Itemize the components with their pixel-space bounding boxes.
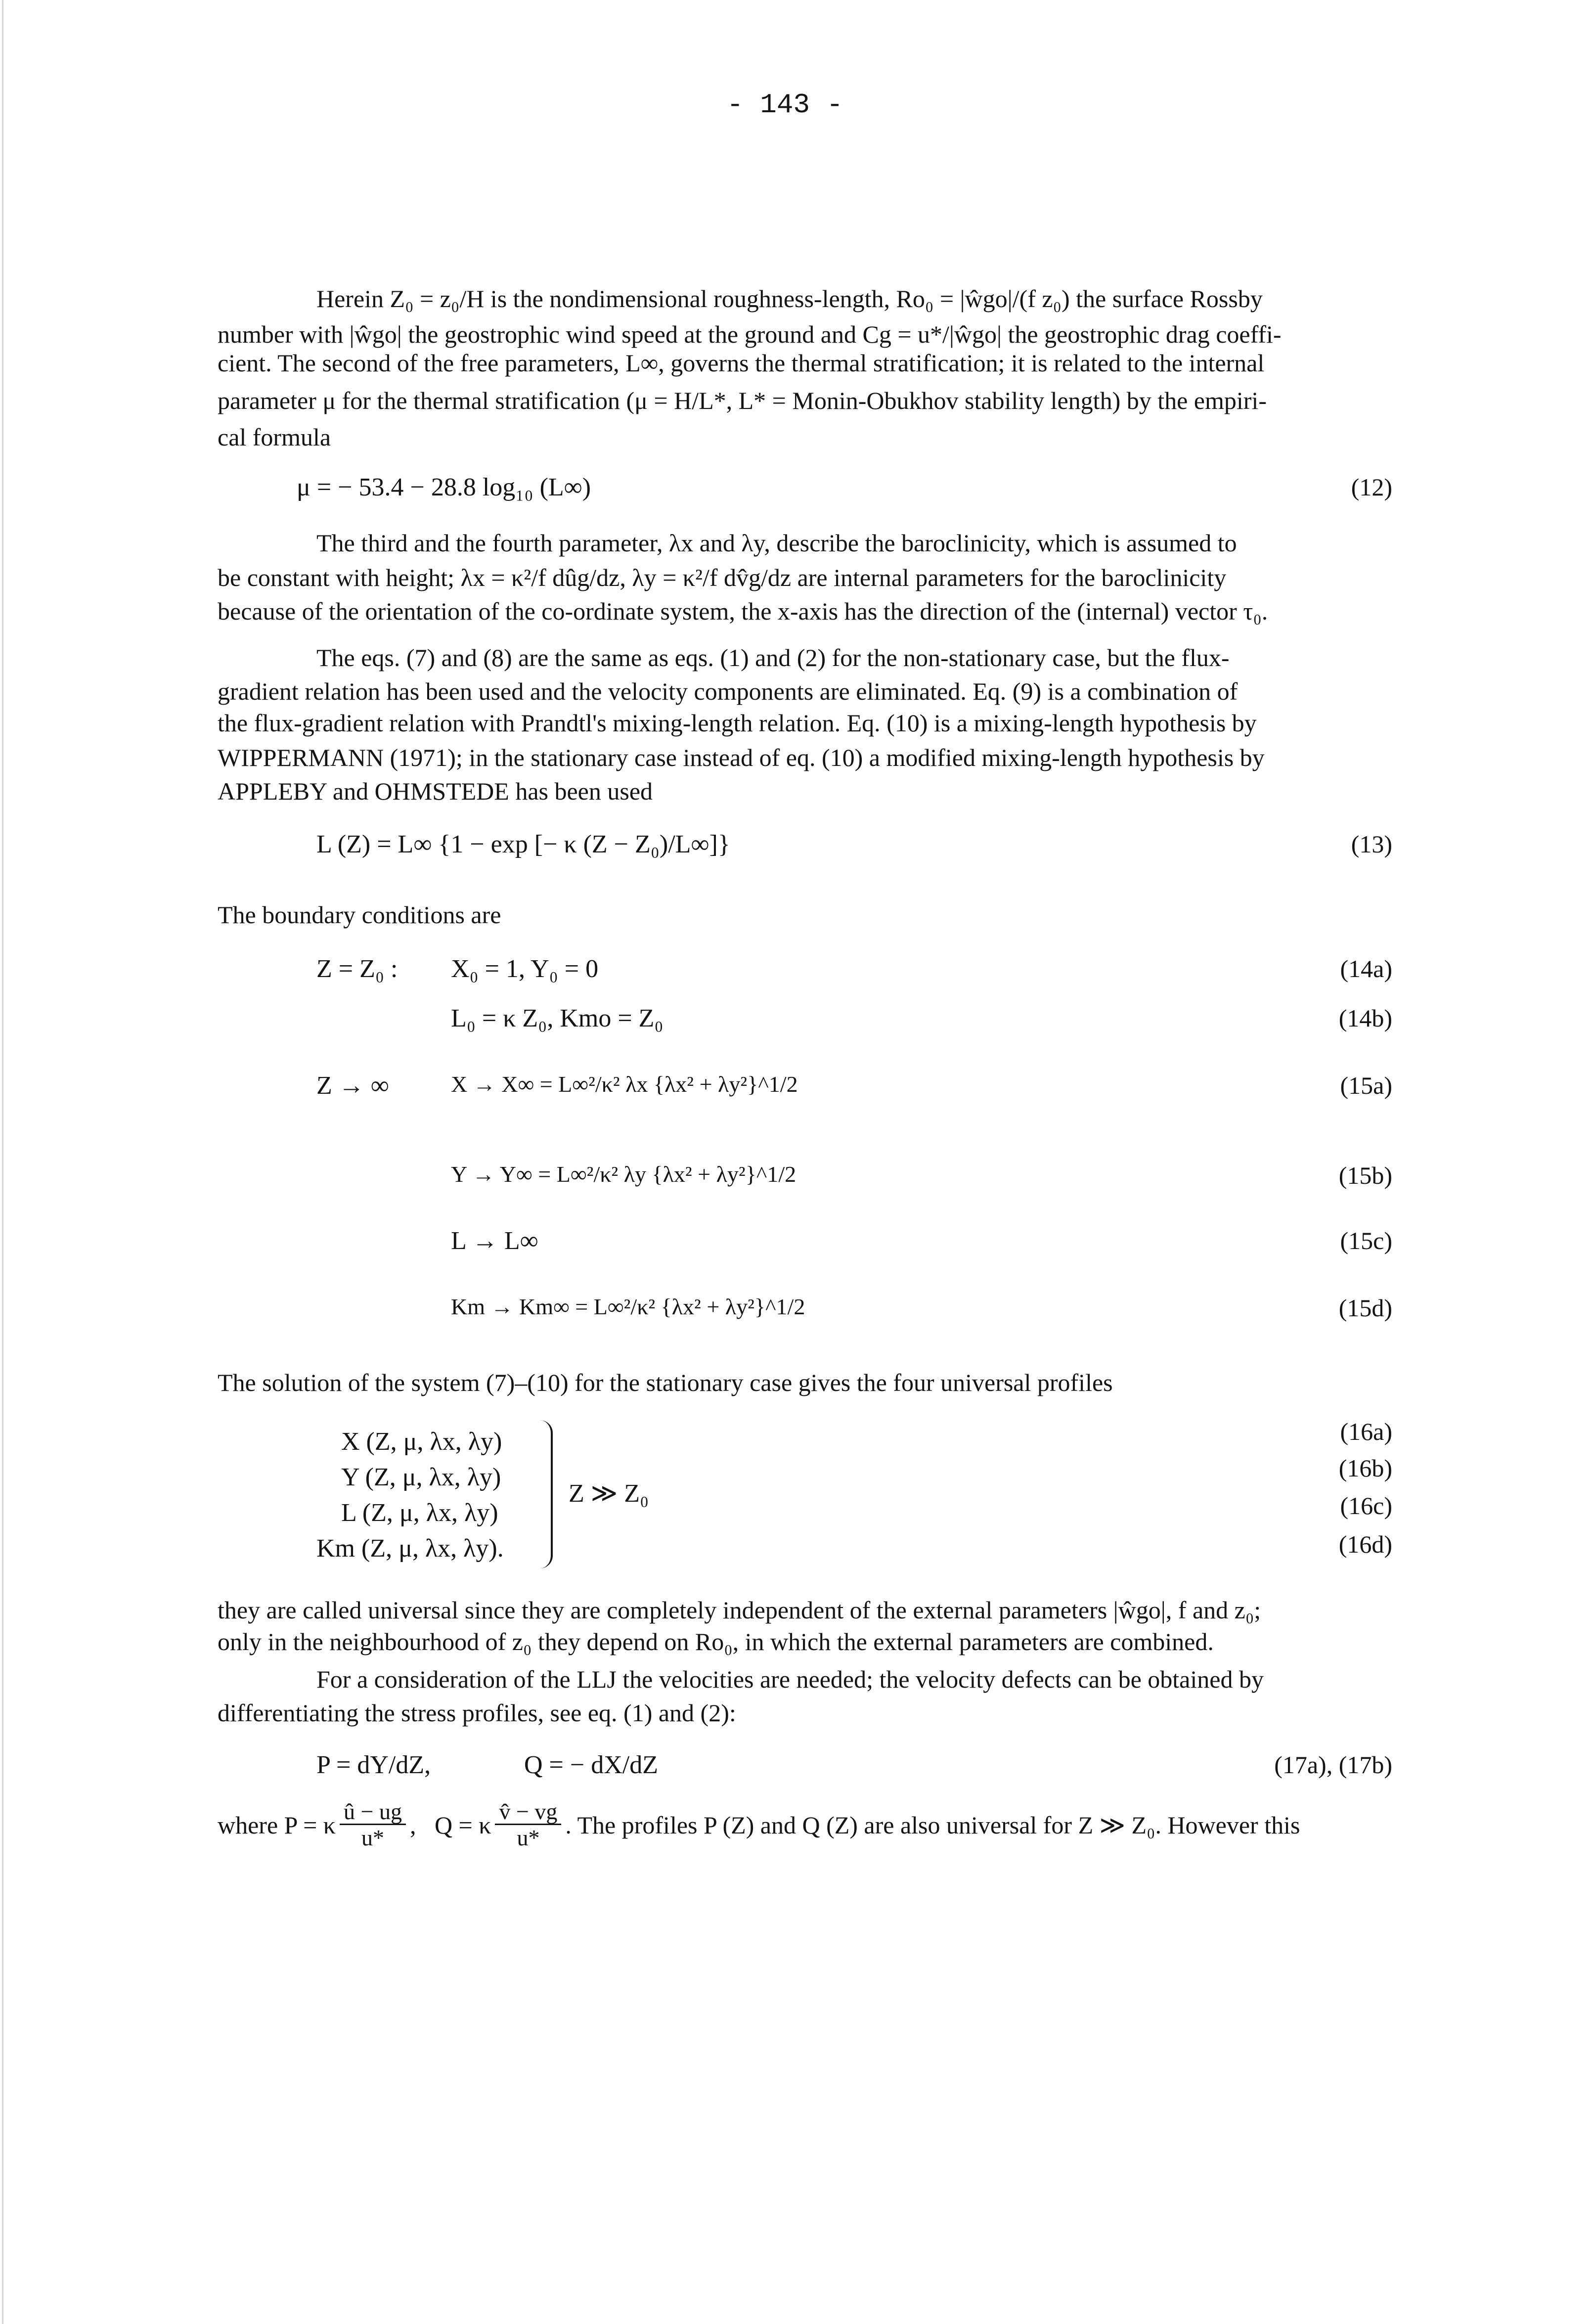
para3-line3: the flux-gradient relation with Prandtl's mixing-length relation. Eq. (10) is a mixing-length hypothesis by bbox=[218, 709, 1257, 737]
para1-line1: Herein Z₀ = z₀/H is the nondimensional roughness-length, Ro₀ = |ŵgo|/(f z₀) the surface Rossby bbox=[316, 285, 1263, 313]
equation-14b: L₀ = κ Z₀, Kmo = Z₀ bbox=[451, 1004, 664, 1032]
equation-13-number: (13) bbox=[1351, 830, 1392, 858]
profiles-condition: Z ≫ Z₀ bbox=[569, 1479, 649, 1508]
q-fraction-denominator: u* bbox=[495, 1824, 561, 1850]
para3-line5: APPLEBY and OHMSTEDE has been used bbox=[218, 777, 653, 805]
boundary-intro: The boundary conditions are bbox=[218, 901, 501, 929]
page-number: - 143 - bbox=[727, 89, 843, 121]
equation-15c-number: (15c) bbox=[1340, 1227, 1392, 1254]
para2-line1: The third and the fourth parameter, λx and λy, describe the baroclinicity, which is assumed to bbox=[316, 529, 1237, 557]
scan-edge bbox=[2, 0, 3, 2324]
para1-line4: parameter μ for the thermal stratification (μ = H/L*, L* = Monin-Obukhov stability length) by the empiri- bbox=[218, 387, 1267, 414]
p-fraction bbox=[340, 1800, 406, 1850]
q-fraction bbox=[495, 1800, 561, 1850]
para3-line1: The eqs. (7) and (8) are the same as eqs. (1) and (2) for the non-stationary case, but the flux- bbox=[316, 644, 1230, 671]
para4-line2: only in the neighbourhood of z₀ they depend on Ro₀, in which the external parameters are combined. bbox=[218, 1628, 1214, 1655]
where-p-label: where P = κ bbox=[218, 1811, 336, 1839]
equation-14a-number: (14a) bbox=[1340, 955, 1392, 983]
para3-line4: WIPPERMANN (1971); in the stationary case instead of eq. (10) a modified mixing-length hypothesis by bbox=[218, 744, 1265, 771]
equation-15d-number: (15d) bbox=[1338, 1294, 1392, 1322]
profile-l: L (Z, μ, λx, λy) bbox=[341, 1499, 498, 1527]
q-fraction-numerator: v̂ − vg bbox=[499, 1799, 558, 1824]
equation-12-number: (12) bbox=[1351, 473, 1392, 501]
equation-15a: X → X∞ = L∞²/κ² λx {λx² + λy²}^1/2 bbox=[451, 1072, 798, 1097]
para5-line1: For a consideration of the LLJ the velocities are needed; the velocity defects can be obtained by bbox=[316, 1665, 1264, 1693]
para1-line2: number with |ŵgo| the geostrophic wind speed at the ground and Cg = u*/|ŵgo| the geostrophic drag coeffi- bbox=[218, 320, 1282, 348]
equation-15a-number: (15a) bbox=[1340, 1072, 1392, 1099]
profile-km-number: (16d) bbox=[1338, 1530, 1392, 1558]
equation-14b-number: (14b) bbox=[1338, 1004, 1392, 1032]
para2-line3: because of the orientation of the co-ordinate system, the x-axis has the direction of the (internal) vector τ₀. bbox=[218, 597, 1268, 625]
para1-line5: cal formula bbox=[218, 423, 331, 451]
para5-line2: differentiating the stress profiles, see eq. (1) and (2): bbox=[218, 1699, 736, 1727]
profiles-brace bbox=[540, 1420, 553, 1568]
q-label: , Q = κ bbox=[409, 1811, 491, 1839]
para3-line2: gradient relation has been used and the velocity components are eliminated. Eq. (9) is a combination of bbox=[218, 677, 1238, 705]
condition-z-to-infinity: Z → ∞ bbox=[316, 1072, 389, 1100]
equation-13: L (Z) = L∞ {1 − exp [− κ (Z − Z₀)/L∞]} bbox=[316, 830, 730, 858]
condition-z-equals-z0: Z = Z₀ : bbox=[316, 955, 398, 983]
equation-14a: X₀ = 1, Y₀ = 0 bbox=[451, 955, 599, 983]
profile-l-number: (16c) bbox=[1340, 1492, 1392, 1520]
p-fraction-denominator: u* bbox=[340, 1824, 406, 1850]
para2-line2: be constant with height; λx = κ²/f dûg/dz, λy = κ²/f dv̂g/dz are internal parameters for the baroclinicity bbox=[218, 564, 1227, 591]
equation-17b: Q = − dX/dZ bbox=[524, 1751, 658, 1779]
solution-intro: The solution of the system (7)–(10) for the stationary case gives the four universal profiles bbox=[218, 1369, 1113, 1396]
profile-y: Y (Z, μ, λx, λy) bbox=[341, 1463, 501, 1491]
para1-line3: cient. The second of the free parameters, L∞, governs the thermal stratification; it is related to the internal bbox=[218, 349, 1265, 377]
equation-12: μ = − 53.4 − 28.8 log₁₀ (L∞) bbox=[297, 473, 591, 501]
equation-15c: L → L∞ bbox=[451, 1227, 538, 1255]
para4-line1: they are called universal since they are completely independent of the external parameters |ŵgo|, f and z₀; bbox=[218, 1596, 1261, 1624]
profile-y-number: (16b) bbox=[1338, 1454, 1392, 1482]
profile-x: X (Z, μ, λx, λy) bbox=[341, 1428, 502, 1456]
p-fraction-numerator: û − ug bbox=[344, 1799, 402, 1824]
equation-15d: Km → Km∞ = L∞²/κ² {λx² + λy²}^1/2 bbox=[451, 1294, 805, 1319]
last-line bbox=[218, 1800, 1300, 1850]
equation-17a: P = dY/dZ, bbox=[316, 1751, 431, 1779]
last-line-rest: . The profiles P (Z) and Q (Z) are also universal for Z ≫ Z₀. However this bbox=[565, 1811, 1300, 1839]
profile-x-number: (16a) bbox=[1340, 1418, 1392, 1445]
equation-15b-number: (15b) bbox=[1338, 1162, 1392, 1189]
equation-15b: Y → Y∞ = L∞²/κ² λy {λx² + λy²}^1/2 bbox=[451, 1162, 797, 1187]
profile-km: Km (Z, μ, λx, λy). bbox=[316, 1534, 504, 1563]
equation-17-number: (17a), (17b) bbox=[1274, 1751, 1392, 1779]
